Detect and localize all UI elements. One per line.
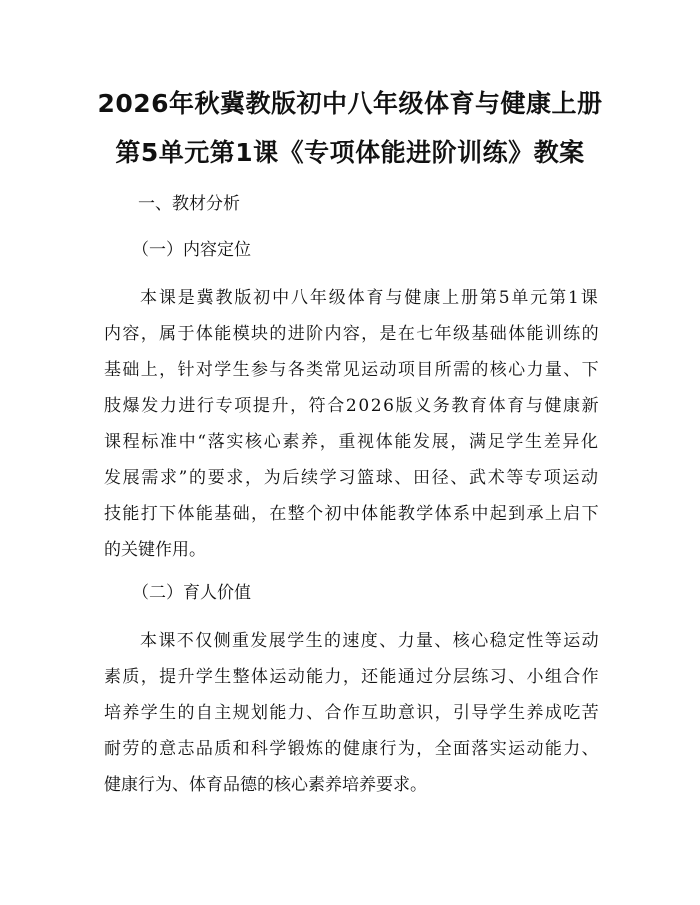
paragraph-line: 基础上，针对学生参与各类常见运动项目所需的核心力量、下 xyxy=(104,360,600,380)
paragraph-line: 内容，属于体能模块的进阶内容，是在七年级基础体能训练的 xyxy=(104,324,600,344)
paragraph-line: 技能打下体能基础，在整个初中体能教学体系中起到承上启下 xyxy=(104,504,600,524)
paragraph-line: 课程标准中“落实核心素养，重视体能发展，满足学生差异化 xyxy=(104,432,600,452)
paragraph-line: 的关键作用。 xyxy=(104,540,206,560)
paragraph-line: 本课是冀教版初中八年级体育与健康上册第5单元第1课 xyxy=(140,288,600,308)
document-title-line-1: 2026年秋冀教版初中八年级体育与健康上册 xyxy=(97,89,603,118)
paragraph-line: 发展需求”的要求，为后续学习篮球、田径、武术等专项运动 xyxy=(104,468,600,488)
section-heading-textbook-analysis: 一、教材分析 xyxy=(138,194,240,214)
document-title-line-2: 第5单元第1课《专项体能进阶训练》教案 xyxy=(115,138,585,167)
paragraph-line: 培养学生的自主规划能力、合作互助意识，引导学生养成吃苦 xyxy=(104,703,600,723)
paragraph-line: 健康行为、体育品德的核心素养培养要求。 xyxy=(104,775,427,795)
paragraph-line: 本课不仅侧重发展学生的速度、力量、核心稳定性等运动 xyxy=(140,631,600,651)
paragraph-line: 耐劳的意志品质和科学锻炼的健康行为，全面落实运动能力、 xyxy=(104,739,600,759)
paragraph-line: 素质，提升学生整体运动能力，还能通过分层练习、小组合作 xyxy=(104,667,600,687)
subsection-heading-content-positioning: （一）内容定位 xyxy=(132,240,251,260)
paragraph-line: 肢爆发力进行专项提升，符合2026版义务教育体育与健康新 xyxy=(104,396,601,416)
subsection-heading-educational-value: （二）育人价值 xyxy=(132,583,251,603)
